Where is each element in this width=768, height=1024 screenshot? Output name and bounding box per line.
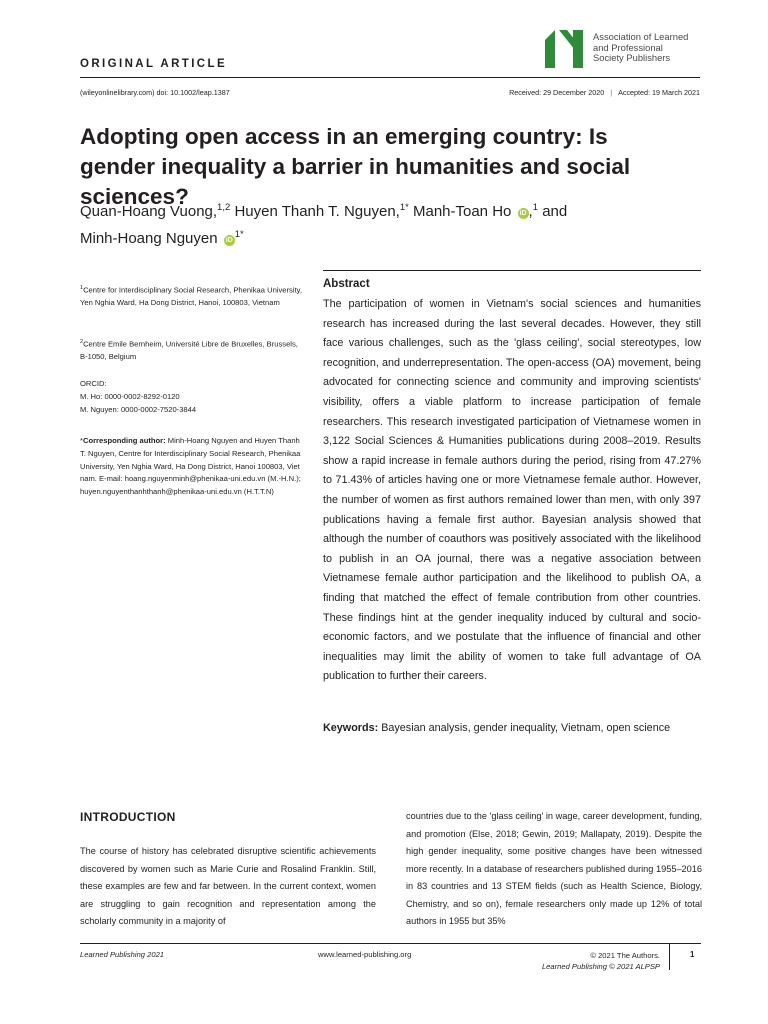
orcid-ho: M. Ho: 0000-0002-8292-0120 xyxy=(80,391,180,401)
author-affiliation-sup: 1,2 xyxy=(217,202,231,213)
article-title: Adopting open access in an emerging country: Is gender inequality a barrier in humanities and social sciences? xyxy=(80,124,631,209)
doi-text: (wileyonlinelibrary.com) doi: 10.1002/leap.1387 xyxy=(80,88,230,97)
accepted-date: Accepted: 19 March 2021 xyxy=(618,88,700,97)
orcid-icon[interactable]: iD xyxy=(225,237,233,244)
publisher-name: Association of Learned and Professional Society Publishers xyxy=(593,31,689,64)
abstract-text: The participation of women in Vietnam's social sciences and humanities research has increased during the last several decades. However, they still face various challenges, such as the 'glass ceiling', social stereotypes, low recognition, and underrepresentation. The open-access (OA) movement, being advocated for connecting science and community and improving scientists' visibility, offers a viable platform to increase participation of female researchers. This research investigated participation of Vietnamese women in 3,122 Social Sciences & Humanities publications during 2008–2019. Results show a rapid increase in female authors during the period, rising from 47.27% to 71.43% of articles having one or more Vietnamese female author. However, the number of women as first authors remained lower than men, with only 397 publications having a female first author. Bayesian analysis showed that although the number of coauthors was positively associated with the likelihood to publish in an OA journal, there was a negative association between Vietnamese female author participation and the likelihood to publish OA, a finding that matched the effect of female contribution from other countries. These findings hint at the gender inequality induced by cultural and socio-economic factors, and we postulate that the influence of financial and other inequalities may limit the ability of women to take full advantage of OA publication to further their careers. xyxy=(323,298,701,683)
publisher-logo xyxy=(545,30,705,70)
introduction-right-column: countries due to the 'glass ceiling' in wage, career development, funding, and promotion (Else, 2018; Gewin, 2019; Mallapaty, 2019). Despite the high gender inequality, some positive changes have been witnessed more recently. In a database of researchers published during 1955–2016 in 83 countries and 13 STEM fields (such as Health Science, Biology, Chemistry, and so on), female researchers only made up 12% of total authors in 1955 but 35% xyxy=(406,811,702,926)
corresponding-author-label: Corresponding author: xyxy=(82,436,166,445)
author-affiliation-sup: 1* xyxy=(234,229,244,240)
author-affiliation-sup: 1* xyxy=(399,202,409,213)
footer-journal: Learned Publishing 2021 xyxy=(80,950,165,959)
abstract-rule xyxy=(323,270,701,271)
author-name: Huyen Thanh T. Nguyen, xyxy=(234,203,400,220)
keywords-list: Bayesian analysis, gender inequality, Vietnam, open science xyxy=(381,722,671,734)
footer-rule xyxy=(80,943,701,944)
article-dates xyxy=(509,88,700,97)
page-number: 1 xyxy=(690,950,695,959)
author-name: Quan-Hoang Vuong, xyxy=(80,203,218,220)
header-rule xyxy=(80,77,700,78)
article-type-label: ORIGINAL ARTICLE xyxy=(80,58,228,70)
author-conjunction: and xyxy=(542,203,568,220)
keywords xyxy=(323,721,701,735)
author-affiliation-sup: 1 xyxy=(532,202,539,213)
date-separator: | xyxy=(610,88,613,97)
author-name: Minh-Hoang Nguyen xyxy=(80,230,218,247)
introduction-heading: INTRODUCTION xyxy=(80,810,176,824)
affiliation-1: $^1$Centre for Interdisciplinary Social Research, Phenikaa University, Yen Nghia Ward, Ha Dong District, Hanoi, 100803, Vietnam xyxy=(80,285,302,308)
affiliation-2: $^2$Centre Emile Bernheim, Université Libre de Bruxelles, Brussels, B-1050, Belgium xyxy=(80,339,298,362)
corresponding-author-text: Minh-Hoang Nguyen and Huyen Thanh T. Nguyen, Centre for Interdisciplinary Social Research, Phenikaa University, Yen Nghia Ward, Ha Dong District, Hanoi 100803, Vietnam. E-mail: hoang.nguyenminh@phenikaa-uni.edu.vn (M.-H.N.); huyen.nguyenthanhthanh@phenikaa-uni.edu.vn (H.T.T.N) xyxy=(80,436,301,497)
corresponding-author: *Corresponding author: Minh-Hoang Nguyen and Huyen Thanh T. Nguyen, Centre for Interdisciplinary Social Research, Phenikaa University, Yen Nghia Ward, Ha Dong District, Hanoi 100803, Vietnam. E-mail: hoang.nguyenminh@phenikaa-uni.edu.vn (M.-H.N.); huyen.nguyenthanhthanh@phenikaa-uni.edu.vn (H.T.T.N) xyxy=(80,436,301,497)
footer-copyright: © 2021 The Authors. Learned Publishing © 2021 ALPSP xyxy=(541,951,660,972)
orcid-block xyxy=(80,378,302,416)
footer-divider xyxy=(669,944,670,970)
introduction-left-column: The course of history has celebrated disruptive scientific achievements discovered by women such as Marie Curie and Rosalind Franklin. Still, these examples are few and far between. In the current context, women are struggling to gain recognition and representation among the scholarly community in a majority of xyxy=(80,846,376,926)
orcid-nguyen: M. Nguyen: 0000-0002-7520-3844 xyxy=(80,404,197,414)
keywords-label: Keywords: xyxy=(323,722,379,734)
abstract-heading: Abstract xyxy=(323,278,370,290)
orcid-label: ORCID: xyxy=(80,379,107,388)
footer-website[interactable]: www.learned-publishing.org xyxy=(318,950,412,959)
received-date: Received: 29 December 2020 xyxy=(509,88,605,97)
author-name: Manh-Toan Ho xyxy=(412,203,512,220)
author-list: Quan-Hoang Vuong,$^{1,2}$ Huyen Thanh T. Nguyen,$^{1*}$ Manh-Toan Ho iD ,$^1$ and Minh-Hoang Nguyen $iD^{1*}$ xyxy=(80,202,568,247)
alpsp-logo-icon xyxy=(545,30,583,68)
orcid-icon[interactable]: iD xyxy=(519,210,527,217)
